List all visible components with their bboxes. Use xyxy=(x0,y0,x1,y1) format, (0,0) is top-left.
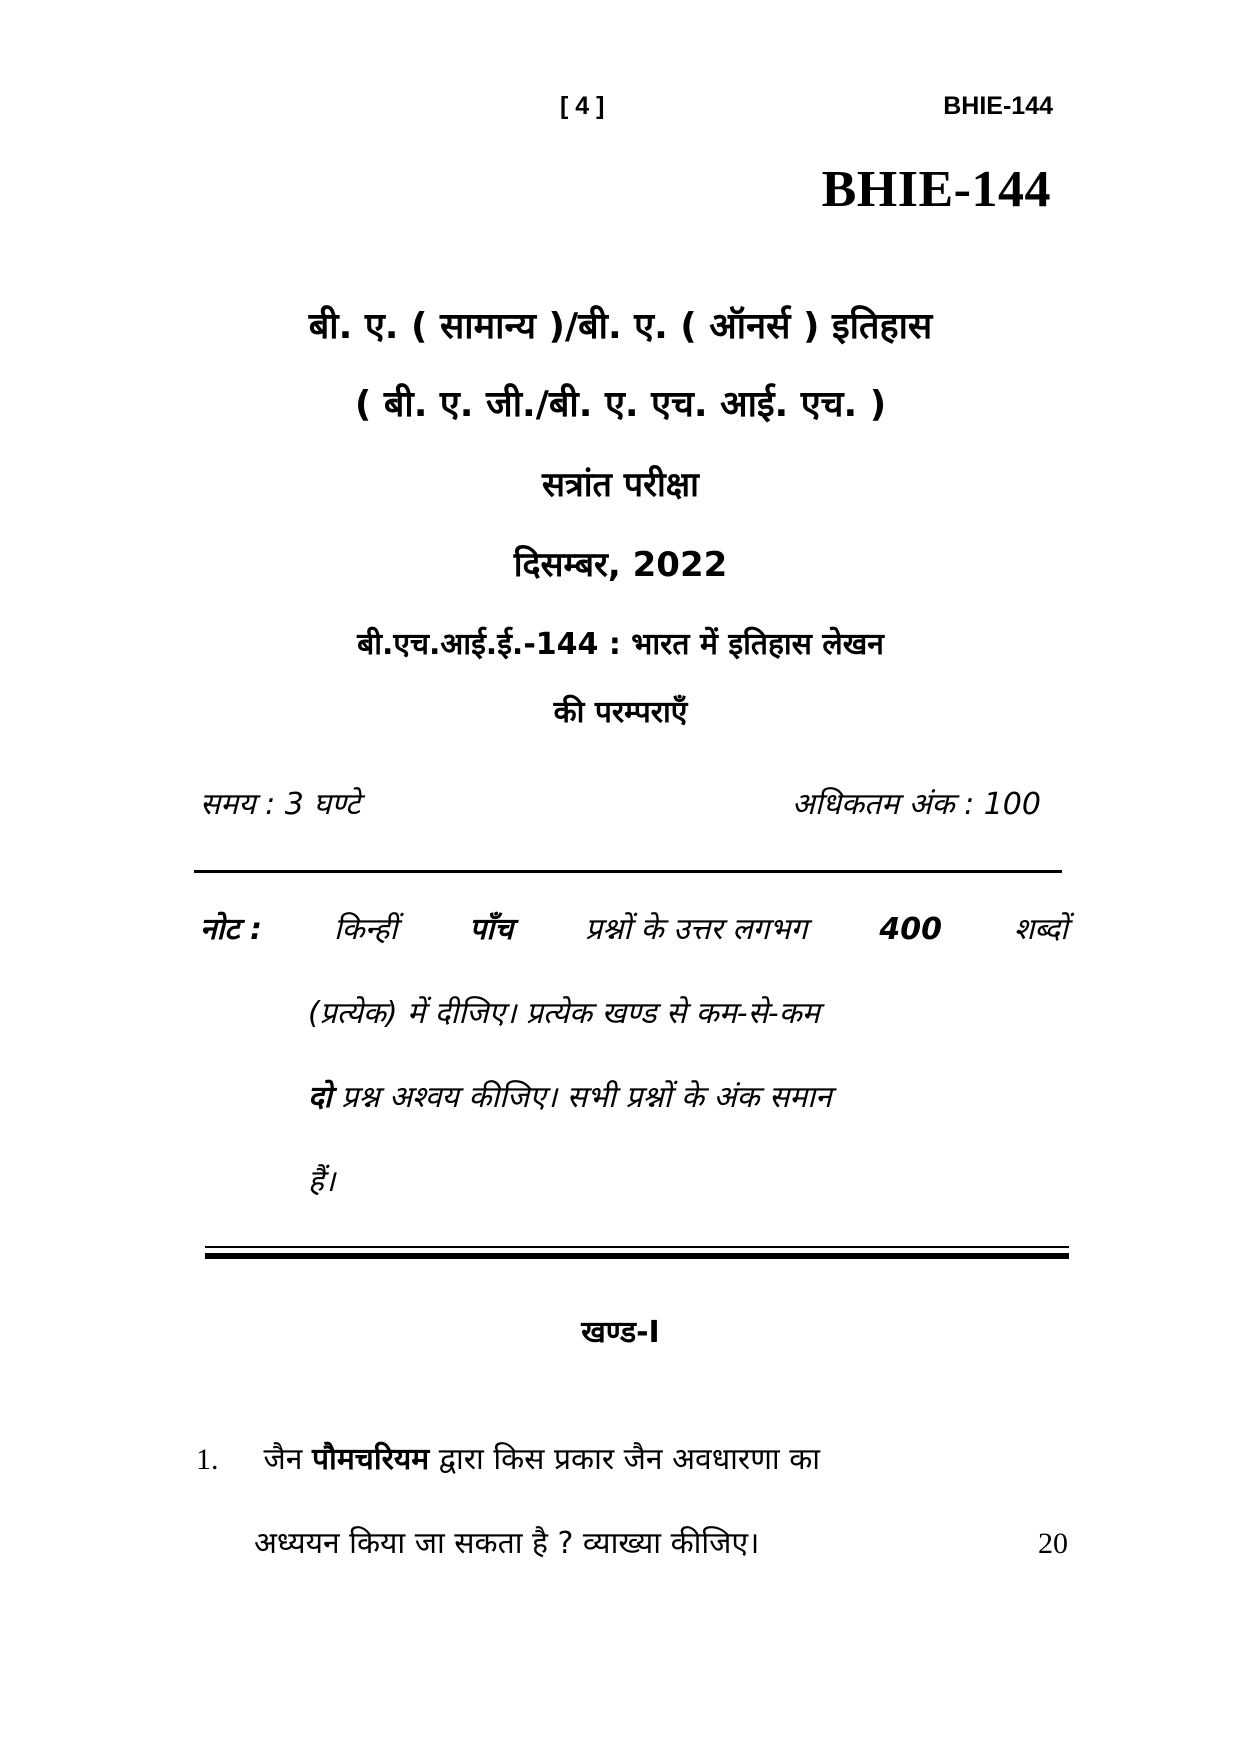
question-text: द्वारा किस प्रकार जैन अवधारणा का xyxy=(438,1442,821,1477)
course-title-line2: की परम्पराएँ xyxy=(553,695,688,730)
note-line-4: हैं। xyxy=(308,1164,336,1199)
section-heading: खण्ड-I xyxy=(581,1315,660,1350)
question-number: 1. xyxy=(196,1443,219,1476)
exam-type: सत्रांत परीक्षा xyxy=(542,465,699,505)
course-title-line1: बी.एच.आई.ई.-144 : भारत में इतिहास लेखन xyxy=(357,627,884,662)
divider-rule xyxy=(194,870,1062,873)
note-emphasis-two: दो xyxy=(308,1080,332,1115)
question-marks: 20 xyxy=(1038,1527,1068,1560)
divider-rule-thick xyxy=(205,1253,1069,1259)
time-allowed: समय : 3 घण्टे xyxy=(200,787,361,822)
question-text: जैन xyxy=(263,1442,303,1477)
note-line-2: (प्रत्येक) में दीजिए। प्रत्येक खण्ड से कम-से-कम xyxy=(308,996,820,1031)
page-number: [ 4 ] xyxy=(560,92,605,120)
note-text: प्रश्न अश्वय कीजिए। सभी प्रश्नों के अंक समान xyxy=(341,1080,832,1115)
note-line-3 xyxy=(200,1056,1068,1140)
paper-code-title: BHIE-144 xyxy=(821,161,1051,218)
note-label: नोट : xyxy=(200,912,262,947)
header-paper-code: BHIE-144 xyxy=(943,92,1053,120)
programme-title: बी. ए. ( सामान्य )/बी. ए. ( ऑनर्स ) इतिहास xyxy=(308,306,933,347)
programme-code-line: ( बी. ए. जी./बी. ए. एच. आई. एच. ) xyxy=(354,384,887,425)
question-line-2 xyxy=(196,1502,1068,1586)
question-line-1 xyxy=(196,1418,1068,1502)
maximum-marks: अधिकतम अंक : 100 xyxy=(791,787,1041,822)
note-text: प्रश्नों के उत्तर लगभग xyxy=(585,912,808,947)
question-text: अध्ययन किया जा सकता है ? व्याख्या कीजिए। xyxy=(254,1526,760,1561)
question-emphasis: पौमचरियम xyxy=(312,1442,430,1477)
instructions-note xyxy=(200,888,1068,1224)
question-item xyxy=(196,1418,1068,1586)
exam-date: दिसम्बर, 2022 xyxy=(513,545,728,585)
divider-rule-thin xyxy=(205,1246,1069,1248)
note-text: किन्हीं xyxy=(333,912,398,947)
note-text: शब्दों xyxy=(1013,912,1068,947)
note-emphasis-word-count: 400 xyxy=(879,912,942,947)
note-emphasis-five: पाँच xyxy=(469,912,514,947)
note-line-1 xyxy=(200,888,1068,972)
